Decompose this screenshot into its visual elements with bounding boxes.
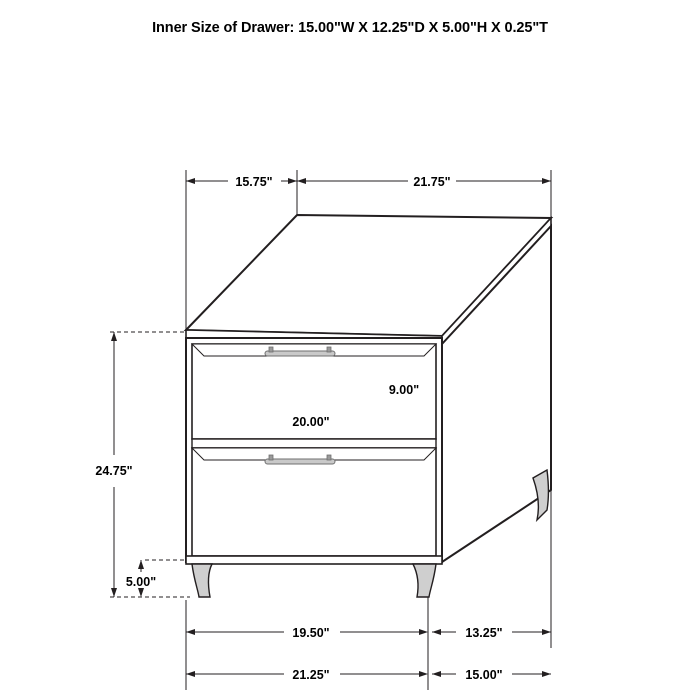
label-total-height-dim: 24.75": [95, 464, 133, 478]
page-title: Inner Size of Drawer: 15.00"W X 12.25"D X 5.00"H X 0.25"T: [152, 20, 548, 36]
label-bottom-front-right-dim: 13.25": [465, 626, 503, 640]
leg-front-right: [413, 564, 436, 597]
nightstand-body: [186, 215, 551, 597]
label-bottom-outer-left-dim: 21.25": [292, 668, 330, 682]
drawer-divider-rail: [192, 439, 436, 448]
leg-front-left: [192, 564, 212, 597]
label-top-right-dim: 21.75": [413, 175, 451, 189]
label-bottom-front-left-dim: 19.50": [292, 626, 330, 640]
label-drawer-width-dim: 20.00": [292, 415, 330, 429]
drawer-bottom-bevel: [192, 448, 436, 460]
label-bottom-outer-right-dim: 15.00": [465, 668, 503, 682]
cabinet-bottom-rail: [186, 556, 442, 564]
label-leg-height-dim: 5.00": [125, 575, 157, 589]
label-drawer-height-dim: 9.00": [388, 383, 420, 397]
label-top-left-dim: 15.75": [235, 175, 273, 189]
